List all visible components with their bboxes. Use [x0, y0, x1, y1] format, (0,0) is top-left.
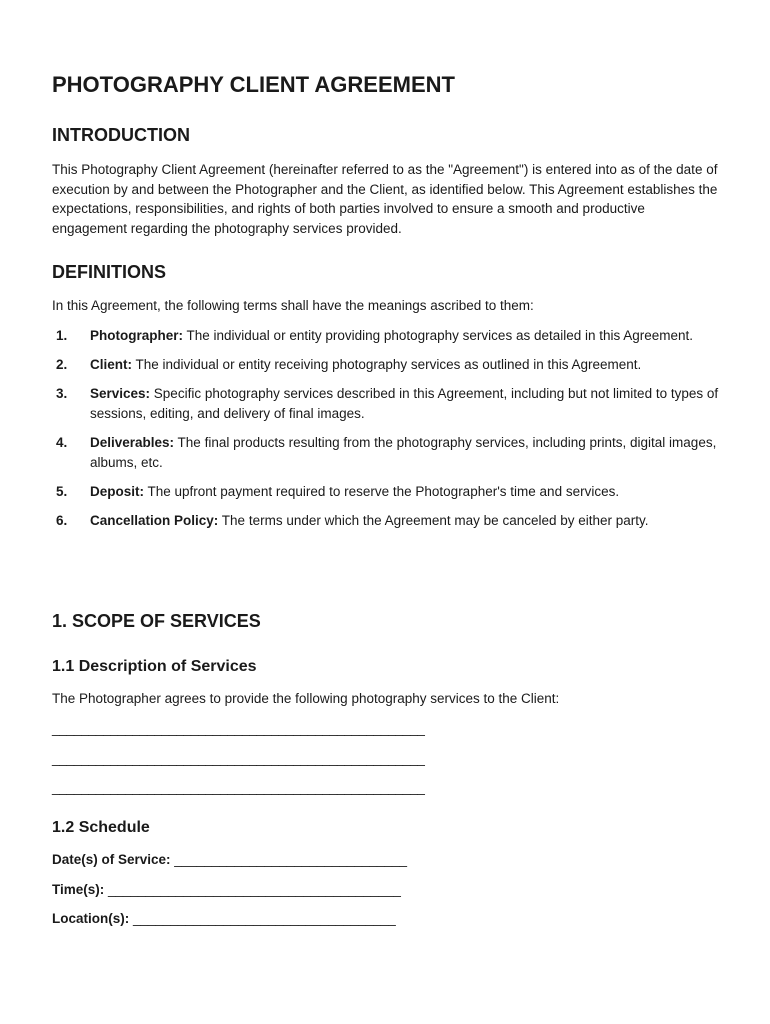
- definition-item-deposit: [52, 482, 720, 502]
- definition-term: Services:: [90, 386, 151, 402]
- scope-heading: 1. SCOPE OF SERVICES: [52, 611, 261, 631]
- schedule-heading: 1.2 Schedule: [52, 819, 150, 836]
- definition-text: The upfront payment required to reserve the Photographer's time and services.: [144, 484, 620, 500]
- definition-term: Photographer:: [90, 328, 183, 343]
- definition-item-services: [52, 384, 720, 423]
- definition-number: 5.: [56, 484, 68, 500]
- location-field[interactable]: [52, 909, 396, 928]
- definition-text: The individual or entity providing photography services as detailed in this Agreement.: [183, 328, 694, 343]
- definition-text: The final products resulting from the photography services, including prints, digital images, albums, etc.: [90, 435, 717, 471]
- definition-term: Deposit:: [90, 484, 144, 500]
- time-field[interactable]: [52, 880, 401, 899]
- time-label: Time(s):: [52, 882, 105, 897]
- definition-term: Client:: [90, 357, 132, 373]
- description-heading: 1.1 Description of Services: [52, 658, 257, 675]
- introduction-body: This Photography Client Agreement (hereinafter referred to as the "Agreement") is entered into as of the date of execution by and between the Photographer and the Client, as identified below. This Agreement establishes the expectations, responsibilities, and rights of both parties involved to ensure a smooth and productive engagement regarding the photography services provided.: [52, 162, 718, 237]
- services-blank-line[interactable]: ___________________________________________________: [52, 721, 425, 736]
- definition-text: Specific photography services described in this Agreement, including but not limited to types of sessions, editing, and delivery of final images.: [90, 386, 719, 422]
- definition-item-client: [52, 355, 720, 375]
- definitions-intro: In this Agreement, the following terms shall have the meanings ascribed to them:: [52, 298, 534, 313]
- services-blank-line[interactable]: ___________________________________________________: [52, 780, 425, 795]
- services-blank-line[interactable]: ___________________________________________________: [52, 751, 425, 766]
- document-title: PHOTOGRAPHY CLIENT AGREEMENT: [52, 72, 455, 97]
- definition-number: 3.: [56, 386, 68, 402]
- time-blank[interactable]: _______________________________________: [104, 882, 401, 897]
- definition-number: 6.: [56, 513, 68, 529]
- date-of-service-field[interactable]: [52, 850, 407, 869]
- definitions-heading: DEFINITIONS: [52, 262, 167, 282]
- definition-number: 1.: [56, 328, 68, 343]
- description-body: The Photographer agrees to provide the following photography services to the Client:: [52, 691, 560, 706]
- date-of-service-label: Date(s) of Service:: [52, 852, 171, 867]
- definition-item-cancellation-policy: [52, 511, 720, 531]
- definition-item-deliverables: [52, 433, 720, 472]
- definition-item-photographer: [52, 326, 720, 346]
- location-label: Location(s):: [52, 911, 130, 926]
- location-blank[interactable]: ___________________________________: [129, 911, 396, 926]
- introduction-heading: INTRODUCTION: [52, 125, 190, 145]
- date-of-service-blank[interactable]: _______________________________: [170, 852, 408, 867]
- definition-text: The individual or entity receiving photography services as outlined in this Agreement.: [132, 357, 642, 373]
- definition-number: 4.: [56, 435, 68, 451]
- definition-text: The terms under which the Agreement may be canceled by either party.: [218, 513, 649, 529]
- definition-term: Deliverables:: [90, 435, 175, 451]
- definitions-list: [52, 326, 720, 541]
- definition-number: 2.: [56, 357, 68, 373]
- definition-term: Cancellation Policy:: [90, 513, 219, 529]
